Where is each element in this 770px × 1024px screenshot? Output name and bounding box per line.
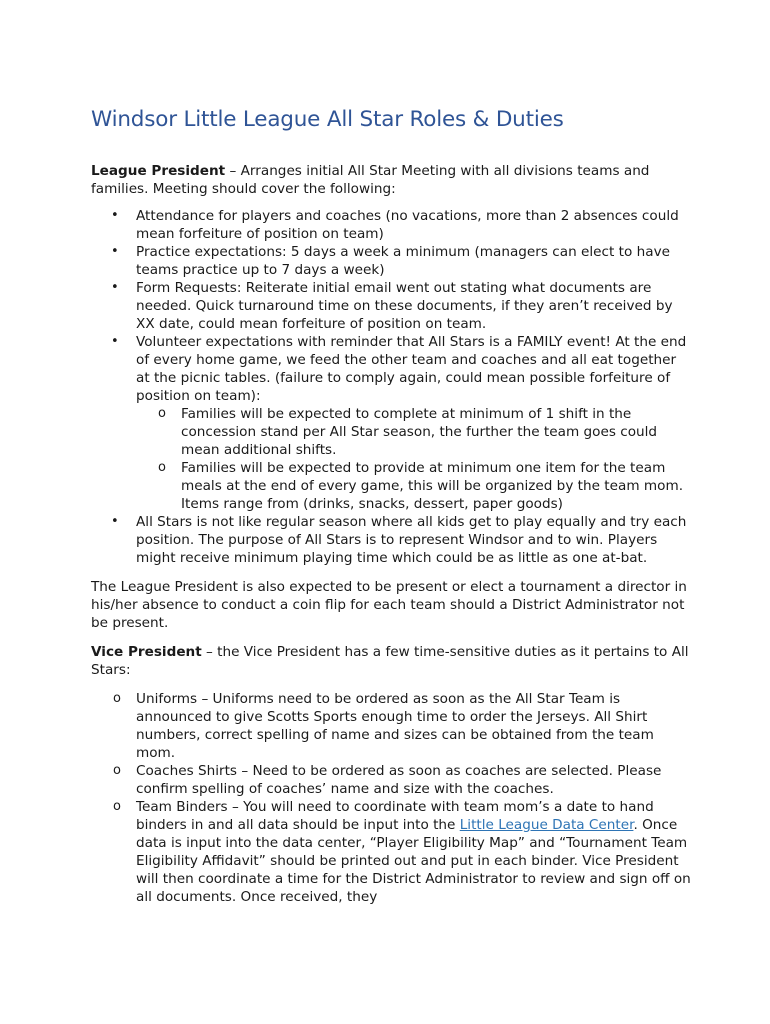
list-item: • Attendance for players and coaches (no vacations, more than 2 absences could mean forfeiture of position on team) [111, 208, 679, 242]
list-item: o Team Binders – You will need to coordinate with team mom’s a date to hand binders in and all data should be input into the Little League Data Center. Once data is input into the data center, “Player Eligibility Map” and “Tournament Team Eligibility Affidavit” should be printed out and put in each binder. Vice President will then coordinate a time for the District Administrator to review and sign off on all documents. Once received, they [113, 799, 691, 905]
data-center-link[interactable]: Little League Data Center [459, 817, 634, 833]
volunteer-sublist [136, 405, 691, 513]
list-item: • Volunteer expectations with reminder that All Stars is a FAMILY event! At the end of every home game, we feed the other team and coaches and all eat together at the picnic tables. (failure to comply again, could mean possible forfeiture of position on team): o Families will be expected to complete at minimum of 1 shift in the concession stand per All Star season, the further the team goes could mean additional shifts. o Families will be expected to provide at minimum one item for the team meals at the end of every game, this will be organized by the team mom. Items range from (drinks, snacks, dessert, paper goods) [91, 333, 691, 513]
bullet-marker: • [111, 280, 119, 295]
sub-bullet-marker: o [113, 799, 121, 814]
president-intro-text: – Arranges initial All Star Meeting with all divisions teams and families. Meeting should cover the following: [91, 163, 650, 197]
president-heading: League President [91, 163, 226, 179]
list-item: • Form Requests: Reiterate initial email went out stating what documents are needed. Quick turnaround time on these documents, if they aren’t received by XX date, could mean forfeiture of position on team. [111, 280, 673, 332]
bullet-marker: • [111, 244, 119, 259]
list-item: • Practice expectations: 5 days a week a minimum (managers can elect to have teams practice up to 7 days a week) [111, 244, 670, 278]
president-duties-list [91, 207, 691, 567]
president-intro [91, 162, 691, 198]
sub-list-item: o Families will be expected to complete at minimum of 1 shift in the concession stand per All Star season, the further the team goes could mean additional shifts. [158, 406, 658, 458]
list-item: • All Stars is not like regular season where all kids get to play equally and try each position. The purpose of All Stars is to represent Windsor and to win. Players might receive minimum playing time which could be as little as one at-bat. [111, 514, 687, 566]
vice-intro-text: – the Vice President has a few time-sensitive duties as it pertains to All Stars: [91, 644, 689, 678]
bullet-marker: • [111, 208, 119, 223]
vice-duties-list [91, 690, 691, 906]
sub-bullet-marker: o [113, 763, 121, 778]
sub-bullet-marker: o [158, 460, 166, 475]
bullet-marker: • [111, 334, 119, 349]
vice-intro [91, 643, 691, 679]
sub-list-item: o Families will be expected to provide at minimum one item for the team meals at the end of every game, this will be organized by the team mom. Items range from (drinks, snacks, dessert, paper goods) [158, 460, 684, 512]
president-closing: The League President is also expected to be present or elect a tournament a director in his/her absence to conduct a coin flip for each team should a District Administrator not be present. [91, 579, 687, 631]
list-item: o Coaches Shirts – Need to be ordered as soon as coaches are selected. Please confirm spelling of coaches’ name and size with the coaches. [113, 763, 662, 797]
sub-bullet-marker: o [113, 691, 121, 706]
list-item: o Uniforms – Uniforms need to be ordered as soon as the All Star Team is announced to give Scotts Sports enough time to order the Jerseys. All Shirt numbers, correct spelling of name and sizes can be obtained from the team mom. [113, 691, 654, 761]
vice-heading: Vice President [91, 644, 202, 660]
page-title: Windsor Little League All Star Roles & Duties [91, 107, 564, 132]
sub-bullet-marker: o [158, 406, 166, 421]
bullet-marker: • [111, 514, 119, 529]
document-body [91, 106, 691, 915]
